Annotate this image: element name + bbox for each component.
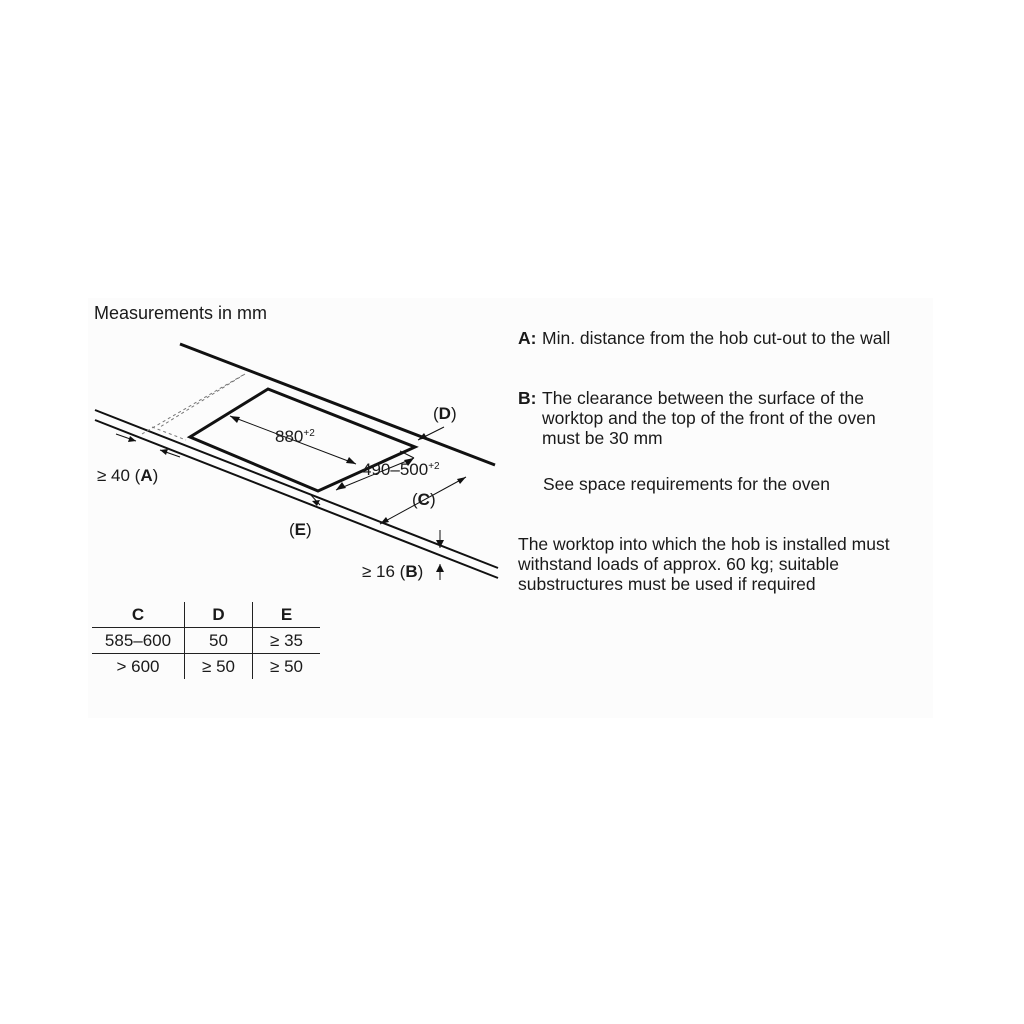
width-arrow-left [230, 416, 240, 423]
table-header-row [92, 602, 320, 628]
width-label: $880^{+2}$ [275, 427, 315, 446]
label-e: (E) [289, 520, 312, 539]
table-cell: ≥ 50 [253, 654, 321, 680]
measurements-heading: Measurements in mm [94, 303, 268, 323]
note-b-text: The clearance between the surface of the worktop and the top of the front of the oven must be 30 mm [542, 388, 876, 448]
width-arrow-right [346, 457, 356, 464]
b-arrow-bottom [436, 564, 444, 572]
note-worktop: The worktop into which the hob is installed must withstand loads of approx. 60 kg; suitable substructures must be used if required [518, 534, 890, 594]
c-arrow-right [457, 477, 466, 484]
notes-panel [518, 328, 918, 594]
oven-outline-dashed [142, 374, 245, 434]
table-cell: 50 [185, 628, 253, 654]
depth-label: $490-500^{+2}$ [362, 460, 440, 479]
label-c: (C) [412, 490, 436, 509]
a-arrow-left [128, 436, 136, 442]
table-cell: ≥ 35 [253, 628, 321, 654]
header-e: E [253, 602, 321, 628]
table-cell: ≥ 50 [185, 654, 253, 680]
note-b-key: B: [518, 388, 537, 408]
table-cell: > 600 [116, 657, 160, 676]
note-b [518, 388, 918, 474]
label-b: ≥ 16 (B) [362, 562, 424, 581]
label-a: ≥ 40 (A) [97, 466, 159, 485]
note-oven: See space requirements for the oven [543, 474, 830, 494]
table-row [92, 628, 320, 654]
table-row [92, 654, 320, 680]
c-arrow-left [380, 517, 389, 524]
header-d: D [185, 602, 253, 628]
note-a-text: Min. distance from the hob cut-out to the wall [542, 328, 891, 348]
label-d: (D) [433, 404, 457, 423]
header-c: C [92, 602, 185, 628]
a-arrow-right [160, 449, 168, 455]
note-a-key: A: [518, 328, 537, 348]
note-a [518, 328, 918, 388]
table-cell: 585–600 [92, 628, 185, 654]
clearance-table [92, 602, 320, 679]
